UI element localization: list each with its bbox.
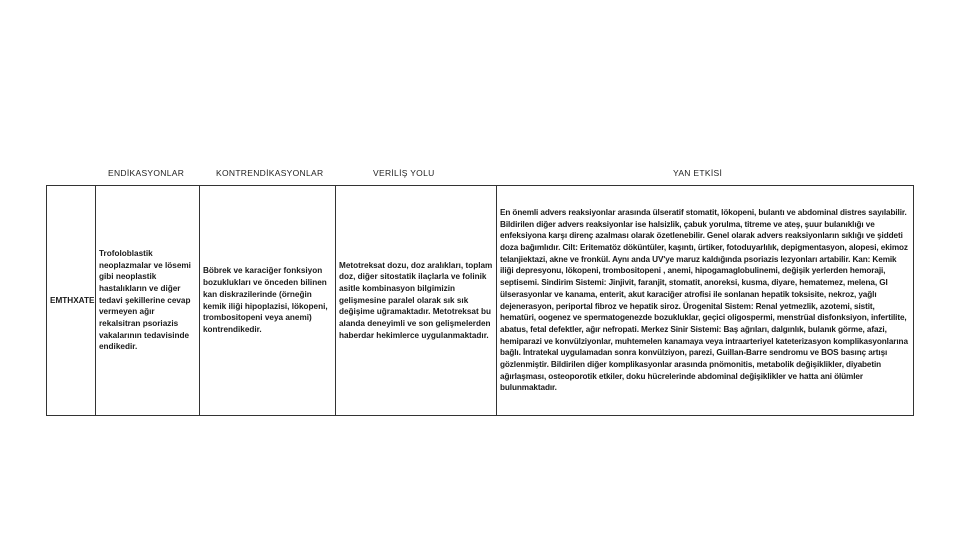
side-effects-cell: En önemli advers reaksiyonlar arasında ülseratif stomatit, lökopeni, bulantı ve abdominal distres sayılabilir. Bildirilen diğer advers reaksiyonlar ise halsizlik, çabuk yorulma, titreme ve ateş, şuur bulanıklığı ve enfeksiyona karşı direnç azalması olarak özetlenebilir. Genel olarak advers reaksiyonların sıklığı ve şiddeti doza bağımlıdır. Cilt: Eritematöz döküntüler, kaşıntı, ürtiker, fotoduyarlılık, depigmentasyon, alopesi, ekimoz telanjiektazi, akne ve fronkül. Aynı anda UV'ye maruz kaldığında psoriazis lezyonları artabilir. Kan: Kemik iliği depresyonu, lökopeni, trombositopeni , anemi, hipogamaglobulinemi, değişik yerlerden hemoraji, septisemi. Sindirim Sistemi: Jinjivit, faranjit, stomatit, anoreksi, kusma, diyare, hematemez, melena, GI ülserasyonlar ve kanama, enterit, akut karaciğer atrofisi ile sonlanan hepatik toksisite, nekroz, yağlı dejenerasyon, periportal fibroz ve hepatik siroz. Ürogenital Sistem: Renal yetmezlik, azotemi, sistit, hematüri, oogenez ve spermatogenezde bozukluklar, geçici oligospermi, menstrüal disfonksiyon, infertilite, abatus, fetal defektler, ağır nefropati. Merkez Sinir Sistemi: Baş ağrıları, dalgınlık, bulanık görme, afazi, hemiparazi ve konvülziyonlar, muhtemelen kanamaya veya intraarteriyel kateterizasyon komplikasyonlarına bağlı. İntratekal uygulamadan sonra konvülziyon, parezi, Guillan-Barre sendromu ve BOS basınç artışı gözlenmiştir. Bildirilen diğer komplikasyonlar arasında pnömonitis, metabolik değişiklikler, diyabetin ağırlaşması, osteoporotik etkiler, doku hücrelerinde abdominal değişiklikler ve hatta ani ölümler bulunmaktadır. bbox=[497, 186, 914, 416]
drug-info-table bbox=[46, 185, 914, 416]
contraindications-cell: Böbrek ve karaciğer fonksiyon bozuklukları ve önceden bilinen kan diskrazilerinde (örneğin kemik iliği hipoplazisi, lökopeni, trombositopeni veya anemi) kontrendikedir. bbox=[200, 186, 336, 416]
header-route: VERİLİŞ YOLU bbox=[373, 168, 435, 178]
indications-cell: Trofoloblastik neoplazmalar ve lösemi gibi neoplastik hastalıkların ve diğer tedavi şekillerine cevap vermeyen ağır rekalsitran psoriazis vakalarının tedavisinde endikedir. bbox=[96, 186, 200, 416]
header-contraindications: KONTRENDİKASYONLAR bbox=[216, 168, 324, 178]
header-indications: ENDİKASYONLAR bbox=[108, 168, 185, 178]
header-side-effects: YAN ETKİSİ bbox=[673, 168, 723, 178]
drug-name-cell: EMTHXATE bbox=[47, 186, 96, 416]
route-cell: Metotreksat dozu, doz aralıkları, toplam doz, diğer sitostatik ilaçlarla ve folinik asitle kombinasyon bilgimizin gelişmesine paralel olarak sık sık değişime uğramaktadır. Metotreksat bu alanda deneyimli ve son gelişmelerden haberdar hekimlerce uygulanmaktadır. bbox=[336, 186, 497, 416]
table-row bbox=[47, 186, 914, 416]
